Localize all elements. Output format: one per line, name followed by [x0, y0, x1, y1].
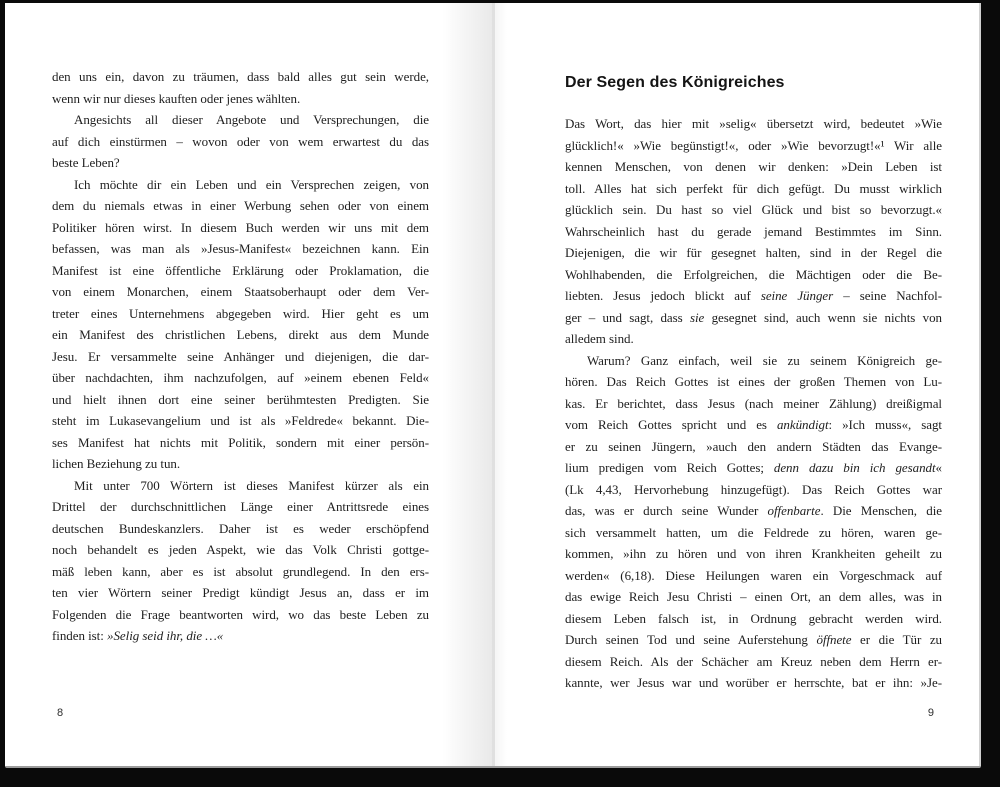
text-line: Mit unter 700 Wörtern ist dieses Manifest kürzer als ein [74, 477, 429, 493]
text-line: auf dich einstürmen – wovon oder von wem erwartest du das [52, 133, 429, 149]
text-line: das ewige Reich Jesu Christi – einen Ort, an dem alles, was in [565, 589, 942, 604]
text-line: toll. Alles hat sich perfekt für dich gefügt. Du musst wirklich [565, 180, 942, 196]
page-left-body-text [52, 66, 429, 647]
paragraph [565, 113, 942, 350]
text-line: vom Reich Gottes spricht und es ankündigt: »Ich muss«, sagt [565, 417, 942, 432]
paragraph [565, 350, 942, 694]
text-line: Diejenigen, die wir für gesegnet halten, sind in der Regel die [565, 245, 942, 260]
text-line: er zu seinen Jüngern, »auch den andern Städten das Evange- [565, 438, 942, 454]
text-line: Politiker hören wirst. In diesem Buch werden wir uns mit dem [52, 219, 429, 235]
text-line: den uns ein, davon zu träumen, dass bald alles gut sein werde, [52, 69, 429, 84]
text-line: diesem Leben falsch ist, in Ordnung gebracht werden wird. [565, 610, 942, 626]
text-line: ses Manifest hat nichts mit Politik, sondern mit einer persön- [52, 434, 429, 450]
text-line: Wohlhabenden, die Erfolgreichen, die Mächtigen oder die Be- [565, 266, 942, 282]
text-line: kas. Er berichtet, dass Jesus (nach meiner Zählung) dreißigmal [565, 395, 942, 411]
text-line: über nachdachten, ihm nachzufolgen, auf »einem ebenen Feld« [52, 370, 429, 385]
page-right-body-text [565, 113, 942, 694]
text-line: befassen, was man als »Jesus-Manifest« bezeichnen kann. Ein [52, 241, 429, 256]
text-line: ten vier Wörtern seiner Predigt kündigt Jesus an, dass er im [52, 585, 429, 600]
text-line: (Lk 4,43, Hervorhebung hinzugefügt). Das Reich Gottes war [565, 481, 942, 497]
text-line: und hielt ihnen dort eine seiner berühmtesten Predigten. Sie [52, 391, 429, 407]
text-line: liebten. Jesus jedoch blickt auf seine Jünger – seine Nachfol- [565, 288, 942, 303]
text-line: lium predigen vom Reich Gottes; denn dazu bin ich gesandt« [565, 460, 942, 475]
text-line: Wahrscheinlich hast du gerade jemand Bestimmtes im Sinn. [565, 223, 942, 239]
text-line: glücklich sein. Du hast so viel Glück und bist so bevorzugt.« [565, 202, 942, 217]
text-line: diesem Reich. Als der Schächer am Kreuz neben dem Herrn er- [565, 653, 942, 669]
paragraph [52, 475, 429, 647]
text-line: das, was er durch seine Wunder offenbarte. Die Menschen, die [565, 503, 942, 518]
page-number-right: 9 [927, 707, 934, 719]
text-line: ger – und sagt, dass sie gesegnet sind, auch wenn sie nichts von [565, 309, 942, 325]
text-line: beste Leben? [52, 155, 120, 170]
text-line: glücklich!« »Wie begünstigt!«, oder »Wie bevorzugt!«¹ Wir alle [565, 137, 942, 153]
page-number-left: 8 [57, 707, 64, 719]
text-line: Jesu. Er versammelte seine Anhänger und diejenigen, die dar- [52, 348, 429, 364]
text-line: deutschen Bundeskanzlers. Daher ist es weder erschöpfend [52, 520, 429, 536]
text-line: Folgenden die Frage beantworten wird, wo das beste Leben zu [52, 606, 429, 622]
text-line: alledem sind. [565, 331, 634, 346]
text-line: Warum? Ganz einfach, weil sie zu seinem Königreich ge- [587, 352, 942, 368]
text-line: finden ist: »Selig seid ihr, die …« [52, 628, 224, 643]
text-line: steht im Lukasevangelium und ist als »Feldrede« bekannt. Die- [52, 413, 429, 428]
paragraph [52, 174, 429, 475]
text-line: von einem Monarchen, einem Staatsoberhaupt oder dem Ver- [52, 284, 429, 299]
text-line: kennen Menschen, von denen wir denken: »Dein Leben ist [565, 159, 942, 174]
page-right [495, 3, 981, 766]
text-line: wenn wir nur dieses kauften oder jenes wählten. [52, 90, 301, 106]
text-line: sich versammelt hatten, um die Feldrede zu hören, waren ge- [565, 524, 942, 540]
paragraph [52, 109, 429, 174]
text-line: kannte, wer Jesus war und worüber er herrschte, bat er ihn: »Je- [565, 675, 942, 690]
text-line: werden« (6,18). Diese Heilungen waren ein Vorgeschmack auf [565, 567, 942, 583]
text-line: ein Manifest des christlichen Lebens, direkt aus dem Munde [52, 327, 429, 342]
book-spread [5, 3, 981, 768]
text-line: mäß leben kann, aber es ist absolut grundlegend. In den ers- [52, 563, 429, 579]
text-line: hören. Das Reich Gottes ist eines der großen Themen von Lu- [565, 374, 942, 389]
text-line: treter eines Unternehmens abgegeben wird. Hier geht es um [52, 305, 429, 321]
text-line: Angesichts all dieser Angebote und Versprechungen, die [74, 112, 429, 127]
text-line: dem du niemals etwas in einer Werbung sehen oder von einem [52, 198, 429, 213]
page-left [5, 3, 492, 766]
text-line: noch behandelt es jeden Aspekt, wie das Volk Christi gottge- [52, 542, 429, 557]
text-line: Das Wort, das hier mit »selig« übersetzt wird, bedeutet »Wie [565, 116, 942, 131]
text-line: Drittel der durchschnittlichen Länge einer Antrittsrede eines [52, 499, 429, 514]
text-line: Ich möchte dir ein Leben und ein Versprechen zeigen, von [74, 176, 429, 192]
text-line: Durch seinen Tod und seine Auferstehung öffnete er die Tür zu [565, 632, 942, 647]
text-line: kommen, »ihn zu hören und von ihren Krankheiten geheilt zu [565, 546, 942, 561]
text-line: Manifest ist eine öffentliche Erklärung oder Proklamation, die [52, 262, 429, 278]
paragraph [52, 66, 429, 109]
text-line: lichen Beziehung zu tun. [52, 456, 181, 471]
chapter-heading: Der Segen des Königreiches [565, 74, 785, 91]
